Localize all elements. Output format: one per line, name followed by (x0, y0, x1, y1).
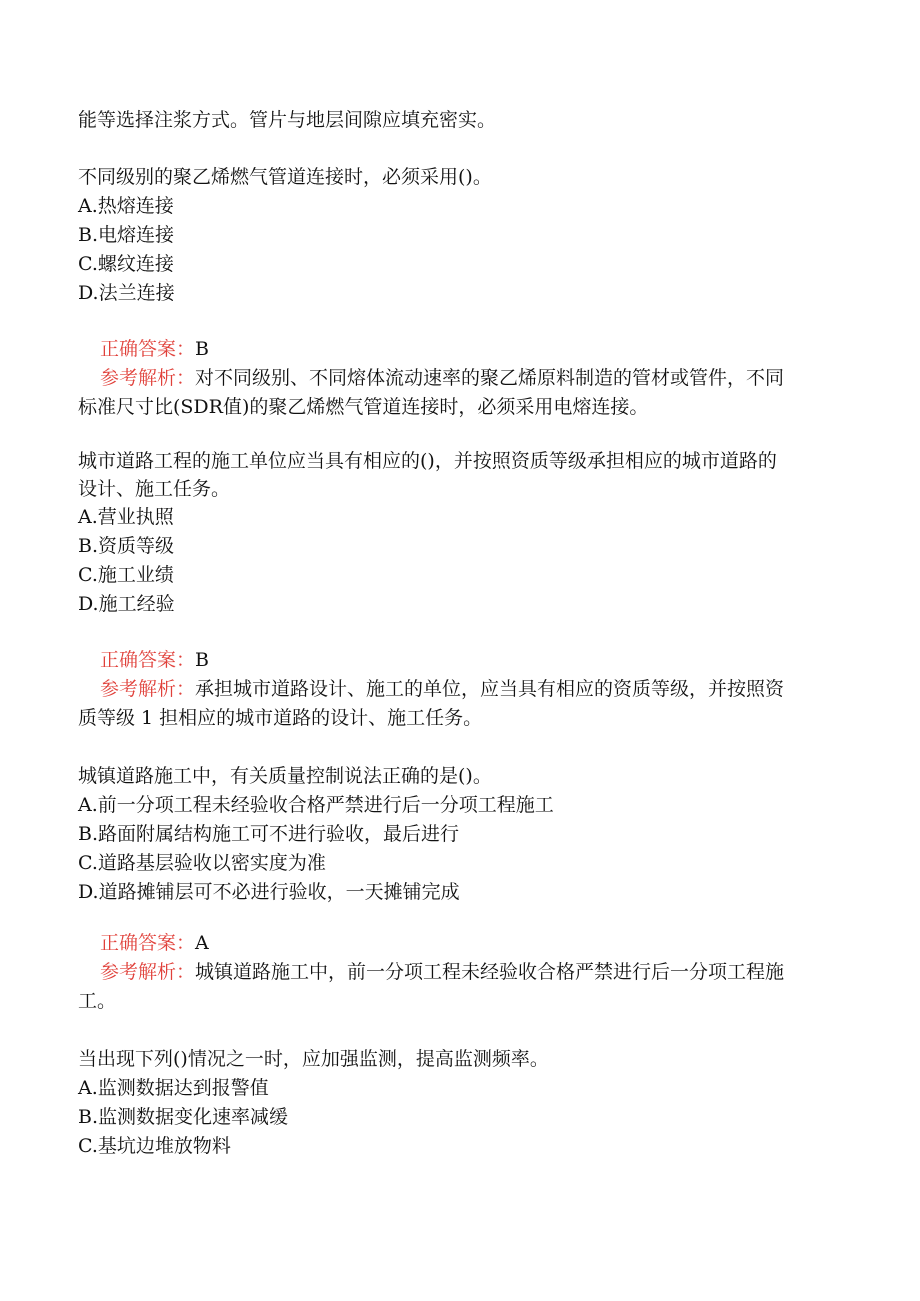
answer-value: B (195, 649, 209, 671)
analysis-line (100, 365, 784, 391)
option-c: C.施工业绩 (78, 564, 174, 586)
intro-text: 能等选择注浆方式。管片与地层间隙应填充密实。 (78, 109, 497, 131)
analysis-line (100, 959, 784, 985)
question-stem: 不同级别的聚乙烯燃气管道连接时，必须采用()。 (78, 166, 492, 188)
analysis-line (100, 676, 784, 702)
option-b: B.监测数据变化速率减缓 (78, 1106, 289, 1128)
option-d: D.道路摊铺层可不必进行验收，一天摊铺完成 (78, 881, 460, 903)
answer-label: 正确答案： (100, 649, 196, 671)
option-a: A.前一分项工程未经验收合格严禁进行后一分项工程施工 (78, 794, 554, 816)
analysis-text: 对不同级别、不同熔体流动速率的聚乙烯原料制造的管材或管件，不同 (195, 367, 785, 389)
analysis-label: 参考解析： (100, 678, 196, 700)
question-stem: 城市道路工程的施工单位应当具有相应的()，并按照资质等级承担相应的城市道路的 (78, 450, 777, 472)
option-a: A.热熔连接 (78, 195, 174, 217)
analysis-text: 承担城市道路设计、施工的单位，应当具有相应的资质等级，并按照资 (195, 678, 785, 700)
question-stem-continuation: 设计、施工任务。 (78, 478, 231, 500)
answer-label: 正确答案： (100, 338, 196, 360)
answer-value: A (195, 932, 209, 954)
option-c: C.道路基层验收以密实度为准 (78, 852, 326, 874)
analysis-continuation: 标准尺寸比(SDR值)的聚乙烯燃气管道连接时，必须采用电熔连接。 (78, 396, 649, 418)
analysis-continuation: 质等级 1 担相应的城市道路的设计、施工任务。 (78, 707, 483, 729)
option-b: B.资质等级 (78, 535, 175, 557)
analysis-label: 参考解析： (100, 961, 196, 983)
option-d: D.法兰连接 (78, 282, 175, 304)
answer-line (100, 336, 209, 362)
option-a: A.营业执照 (78, 506, 174, 528)
analysis-label: 参考解析： (100, 367, 196, 389)
question-stem: 城镇道路施工中，有关质量控制说法正确的是()。 (78, 765, 492, 787)
answer-value: B (195, 338, 209, 360)
option-b: B.路面附属结构施工可不进行验收，最后进行 (78, 823, 460, 845)
option-c: C.基坑边堆放物料 (78, 1135, 231, 1157)
answer-label: 正确答案： (100, 932, 196, 954)
option-c: C.螺纹连接 (78, 253, 174, 275)
analysis-continuation: 工。 (78, 990, 117, 1012)
question-stem: 当出现下列()情况之一时，应加强监测，提高监测频率。 (78, 1048, 549, 1070)
analysis-text: 城镇道路施工中，前一分项工程未经验收合格严禁进行后一分项工程施 (195, 961, 785, 983)
option-d: D.施工经验 (78, 593, 175, 615)
option-a: A.监测数据达到报警值 (78, 1077, 269, 1099)
answer-line (100, 647, 209, 673)
option-b: B.电熔连接 (78, 224, 175, 246)
answer-line (100, 930, 209, 956)
